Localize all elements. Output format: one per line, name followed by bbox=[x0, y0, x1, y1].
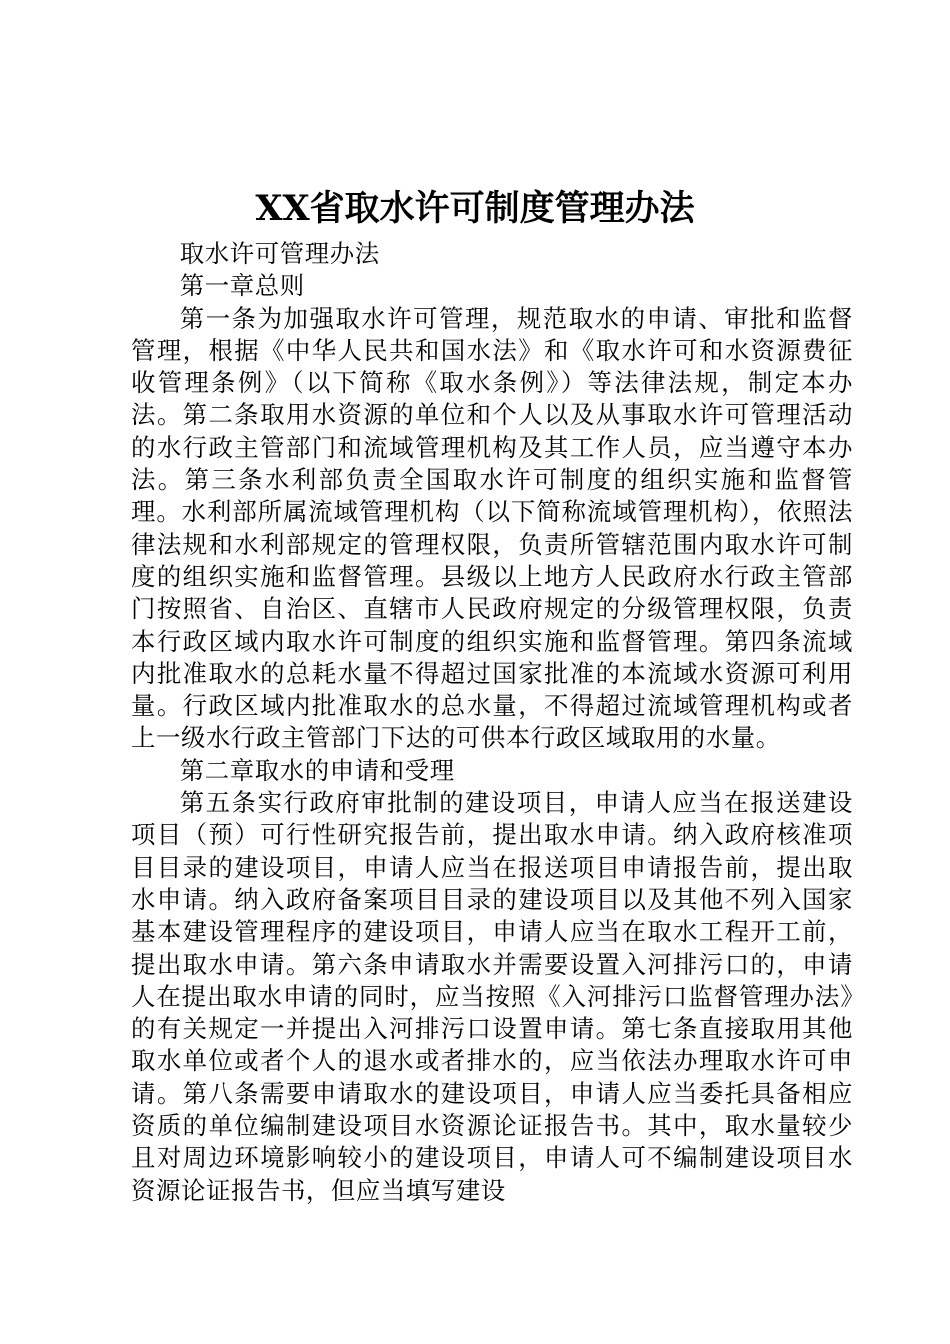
paragraph-chapter-1-heading: 第一章总则 bbox=[179, 271, 305, 301]
document-title: XX省取水许可制度管理办法 bbox=[255, 188, 695, 229]
paragraph-chapter-2-heading: 第二章取水的申请和受理 bbox=[179, 755, 455, 785]
document-body bbox=[131, 238, 853, 1207]
paragraph-chapter-2-body: 第五条实行政府审批制的建设项目，申请人应当在报送建设项目（预）可行性研究报告前，提出取水申请。纳入政府核准项目目录的建设项目，申请人应当在报送项目申请报告前，提出取水申请。纳入政府备案项目目录的建设项目以及其他不列入国家基本建设管理程序的建设项目，申请人应当在取水工程开工前，提出取水申请。第六条申请取水并需要设置入河排污口的，申请人在提出取水申请的同时，应当按照《入河排污口监督管理办法》的有关规定一并提出入河排污口设置申请。第七条直接取用其他取水单位或者个人的退水或者排水的，应当依法办理取水许可申请。第八条需要申请取水的建设项目，申请人应当委托具备相应资质的单位编制建设项目水资源论证报告书。其中，取水量较少且对周边环境影响较小的建设项目，申请人可不编制建设项目水资源论证报告书，但应当填写建设 bbox=[131, 788, 853, 1205]
paragraph-chapter-1-body: 第一条为加强取水许可管理，规范取水的申请、审批和监督管理，根据《中华人民共和国水法》和《取水许可和水资源费征收管理条例》（以下简称《取水条例》）等法律法规，制定本办法。第二条取用水资源的单位和个人以及从事取水许可管理活动的水行政主管部门和流域管理机构及其工作人员，应当遵守本办法。第三条水利部负责全国取水许可制度的组织实施和监督管理。水利部所属流域管理机构（以下简称流域管理机构），依照法律法规和水利部规定的管理权限，负责所管辖范围内取水许可制度的组织实施和监督管理。县级以上地方人民政府水行政主管部门按照省、自治区、直辖市人民政府规定的分级管理权限，负责本行政区域内取水许可制度的组织实施和监督管理。第四条流域内批准取水的总耗水量不得超过国家批准的本流域水资源可利用量。行政区域内批准取水的总水量，不得超过流域管理机构或者上一级水行政主管部门下达的可供本行政区域取用的水量。 bbox=[131, 303, 853, 753]
paragraph-subtitle: 取水许可管理办法 bbox=[179, 239, 380, 268]
